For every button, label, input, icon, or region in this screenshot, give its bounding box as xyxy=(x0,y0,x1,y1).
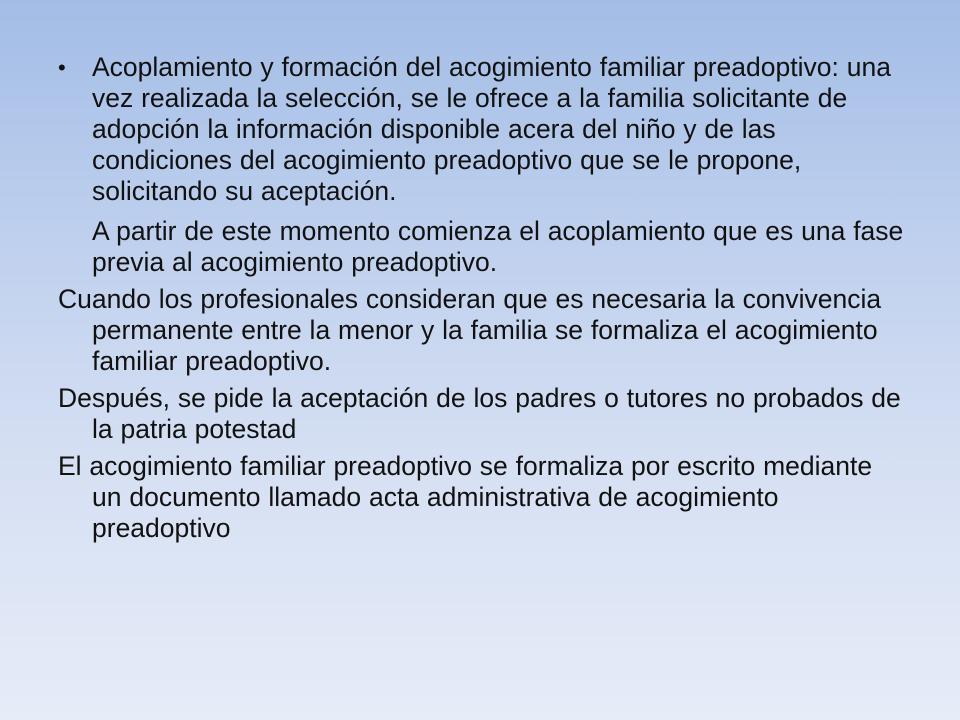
paragraph-text: Acoplamiento y formación del acogimiento familiar preadoptivo: una vez realizada la selección, se le ofrece a la familia solicitante de adopción la información disponible acera del niño y de las condiciones del acogimiento preadoptivo que se le propone, solicitando su aceptación. xyxy=(92,52,891,206)
paragraph-text: Después, se pide la aceptación de los padres o tutores no probados de la patria potestad xyxy=(58,383,901,444)
paragraph xyxy=(58,383,908,445)
paragraph-text: El acogimiento familiar preadoptivo se formaliza por escrito mediante un documento llamado acta administrativa de acogimiento preadoptivo xyxy=(58,451,873,543)
paragraph xyxy=(58,451,908,544)
paragraph-text: A partir de este momento comienza el acoplamiento que es una fase previa al acogimiento preadoptivo. xyxy=(92,216,904,277)
bullet-paragraph xyxy=(58,52,908,207)
paragraph xyxy=(58,284,908,377)
slide-content xyxy=(58,52,908,544)
paragraph-text: Cuando los profesionales consideran que es necesaria la convivencia permanente entre la menor y la familia se formaliza el acogimiento familiar preadoptivo. xyxy=(58,284,882,376)
continuation-paragraph xyxy=(58,216,908,278)
bullet-icon: • xyxy=(58,55,66,80)
